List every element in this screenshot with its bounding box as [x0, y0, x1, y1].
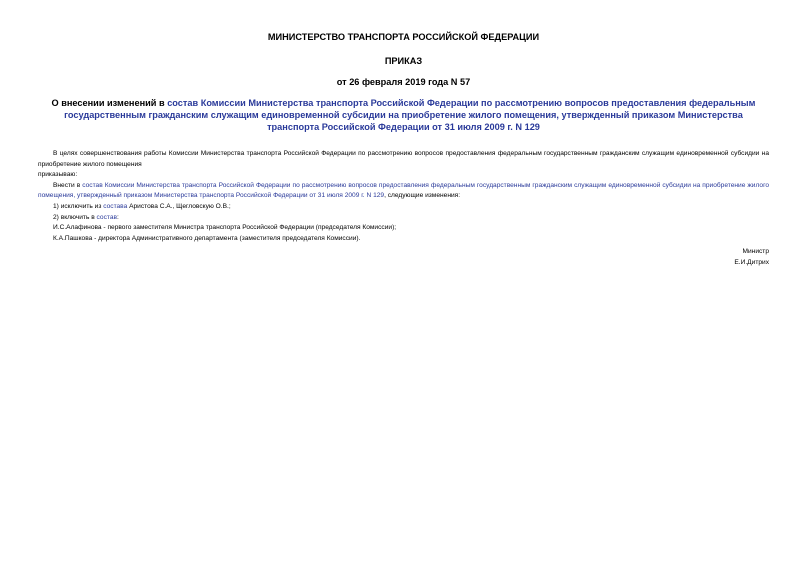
ministry-heading: МИНИСТЕРСТВО ТРАНСПОРТА РОССИЙСКОЙ ФЕДЕРАЦИИ — [267, 32, 540, 42]
signature-block — [38, 247, 769, 268]
main-item-suffix: , следующие изменения: — [384, 192, 461, 200]
item-1-link[interactable]: состава — [103, 202, 128, 210]
signature-name: Е.И.Дитрих — [734, 258, 769, 266]
item-2-paragraph — [38, 213, 769, 224]
preamble-paragraph: В целях совершенствования работы Комиссии Министерства транспорта Российской Федерации по рассмотрению вопросов предоставления федеральным государственным гражданским служащим единовременной субсидии на приобретение жилого помещения — [38, 150, 769, 168]
item-2-prefix: 2) включить в — [53, 213, 97, 221]
order-word: приказываю: — [38, 171, 78, 179]
document-type: ПРИКАЗ — [384, 56, 423, 66]
main-item-link[interactable]: состав Комиссии Министерства транспорта Российской Федерации по рассмотрению вопросов предоставления федеральным государственным гражданским служащим единовременной субсидии на приобретение жилого помещения, утвержденный приказом Министерства транспорта Российской Федерации от 31 июля 2009 г. N 129 — [38, 181, 770, 200]
signature-position: Министр — [742, 248, 769, 256]
item-1-prefix: 1) исключить из — [53, 202, 104, 210]
title-prefix: О внесении изменений в — [51, 98, 168, 108]
title-link[interactable]: состав Комиссии Министерства транспорта Российской Федерации по рассмотрению вопросов предоставления федеральным государственным гражданским служащим единовременной субсидии на приобретение жилого помещения, утвержденный приказом Министерства транспорта Российской Федерации от 31 июля 2009 г. N 129 — [64, 98, 756, 132]
document-title — [38, 97, 769, 133]
item-1-paragraph — [38, 202, 769, 213]
item-2-suffix: : — [117, 213, 119, 221]
main-item-paragraph — [38, 181, 769, 202]
item-1-suffix: Аристова С.А., Щегловскую О.В.; — [127, 202, 231, 210]
person-1-paragraph: И.С.Алафинова - первого заместителя Министра транспорта Российской Федерации (председателя Комиссии); — [53, 224, 397, 232]
document-body — [38, 149, 769, 244]
person-2-paragraph: К.А.Пашкова - директора Административного департамента (заместителя председателя Комиссии). — [53, 234, 361, 242]
main-item-prefix: Внести в — [53, 181, 83, 189]
document-date-number: от 26 февраля 2019 года N 57 — [336, 77, 471, 87]
item-2-link[interactable]: состав — [96, 213, 117, 221]
